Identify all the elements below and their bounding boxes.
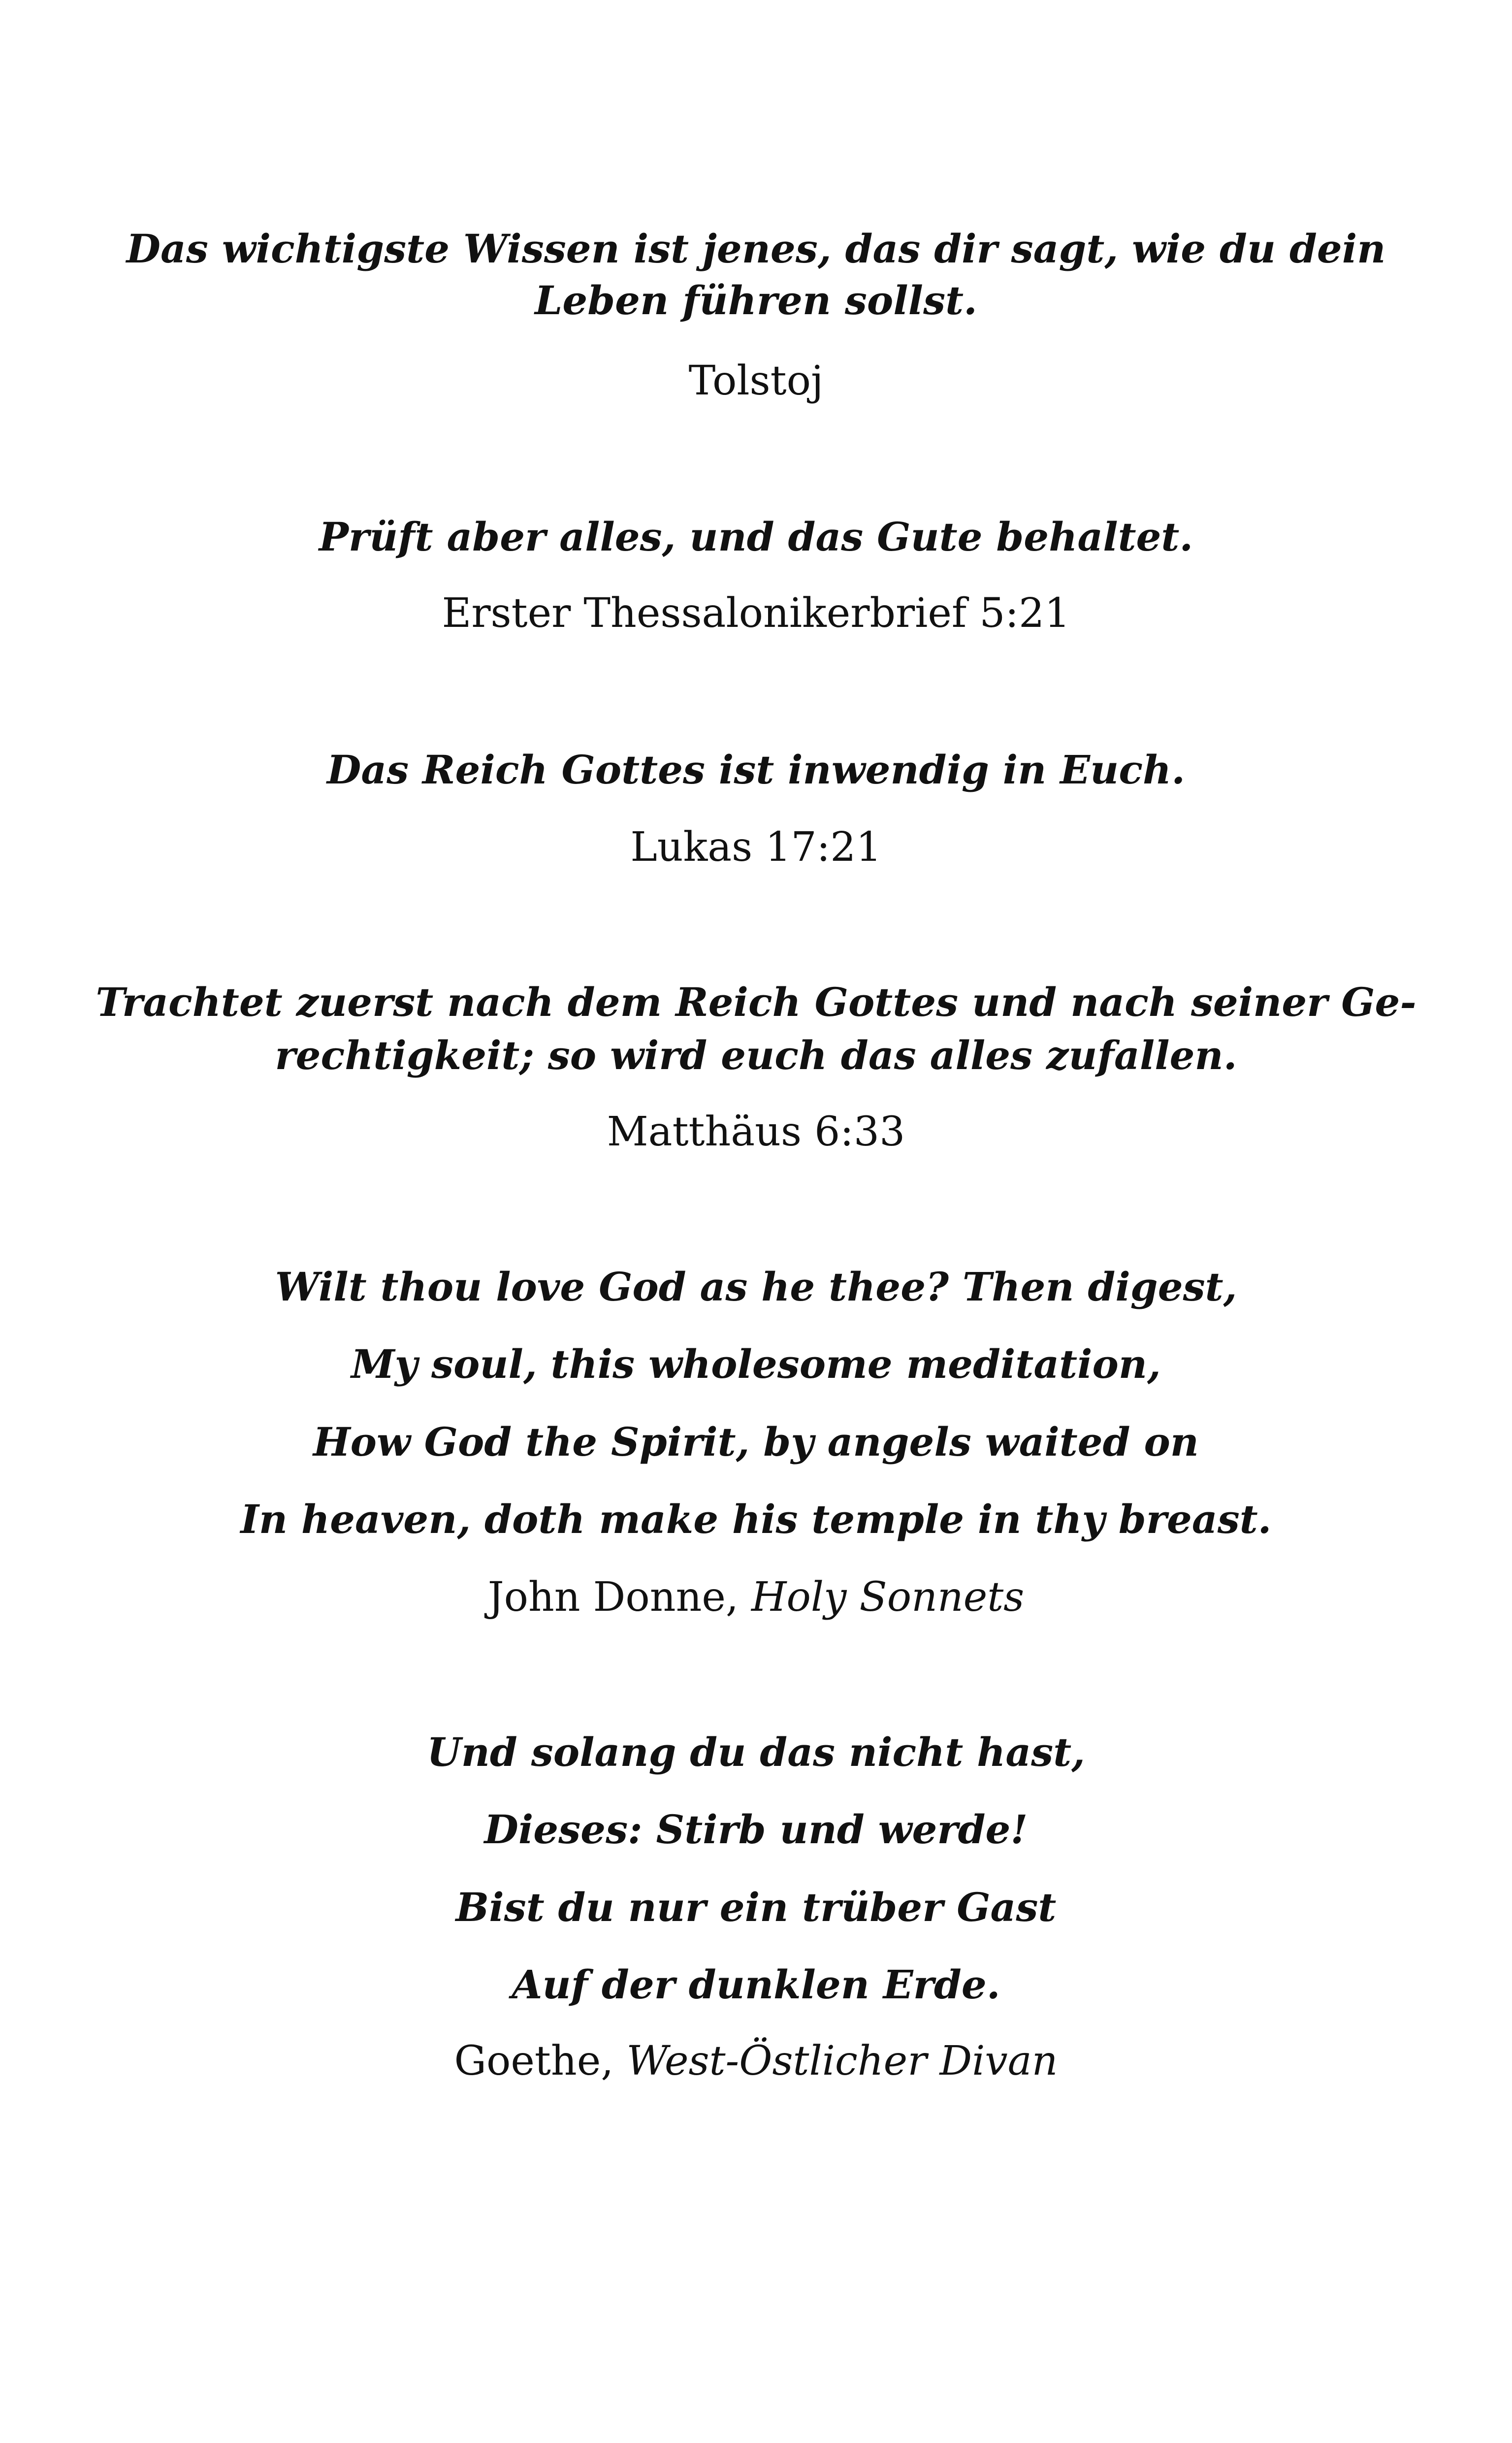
quote-line: Dieses: Stirb und werde! <box>484 1806 1028 1853</box>
quote-line: Wilt thou love God as he thee? Then digest, <box>275 1264 1237 1310</box>
quote-line: Bist du nur ein trüber Gast <box>455 1884 1057 1930</box>
attribution-work: West-Östlicher Divan <box>626 2038 1058 2085</box>
attribution-author: John Donne, <box>487 1574 752 1621</box>
quote-line: Trachtet zuerst nach dem Reich Gottes und nach seiner Ge- <box>96 979 1416 1025</box>
attribution <box>0 1574 1512 1621</box>
quote-line: My soul, this wholesome meditation, <box>351 1341 1161 1387</box>
quote-line: Und solang du das nicht hast, <box>427 1729 1085 1775</box>
attribution-author: Matthäus 6:33 <box>607 1108 905 1155</box>
attribution <box>0 1108 1512 1155</box>
quote-line: Das wichtigste Wissen ist jenes, das dir sagt, wie du dein <box>126 226 1386 272</box>
attribution <box>0 2038 1512 2085</box>
attribution-author: Tolstoj <box>688 358 824 404</box>
attribution <box>0 590 1512 637</box>
attribution-author: Erster Thessalonikerbrief 5:21 <box>442 590 1070 637</box>
quote-line: Prüft aber alles, und das Gute behaltet. <box>319 514 1193 560</box>
attribution <box>0 358 1512 404</box>
quote-line: Leben führen sollst. <box>535 277 977 324</box>
quote-line: Das Reich Gottes ist inwendig in Euch. <box>326 747 1186 793</box>
quote-line: rechtigkeit; so wird euch das alles zufallen. <box>275 1032 1237 1078</box>
quote-line: How God the Spirit, by angels waited on <box>313 1419 1199 1465</box>
attribution-author: Goethe, <box>454 2038 627 2085</box>
attribution-author: Lukas 17:21 <box>630 824 882 871</box>
quote-line: In heaven, doth make his temple in thy breast. <box>240 1496 1272 1542</box>
quote-line: Auf der dunklen Erde. <box>512 1961 1000 2008</box>
attribution <box>0 824 1512 871</box>
attribution-work: Holy Sonnets <box>751 1574 1025 1621</box>
